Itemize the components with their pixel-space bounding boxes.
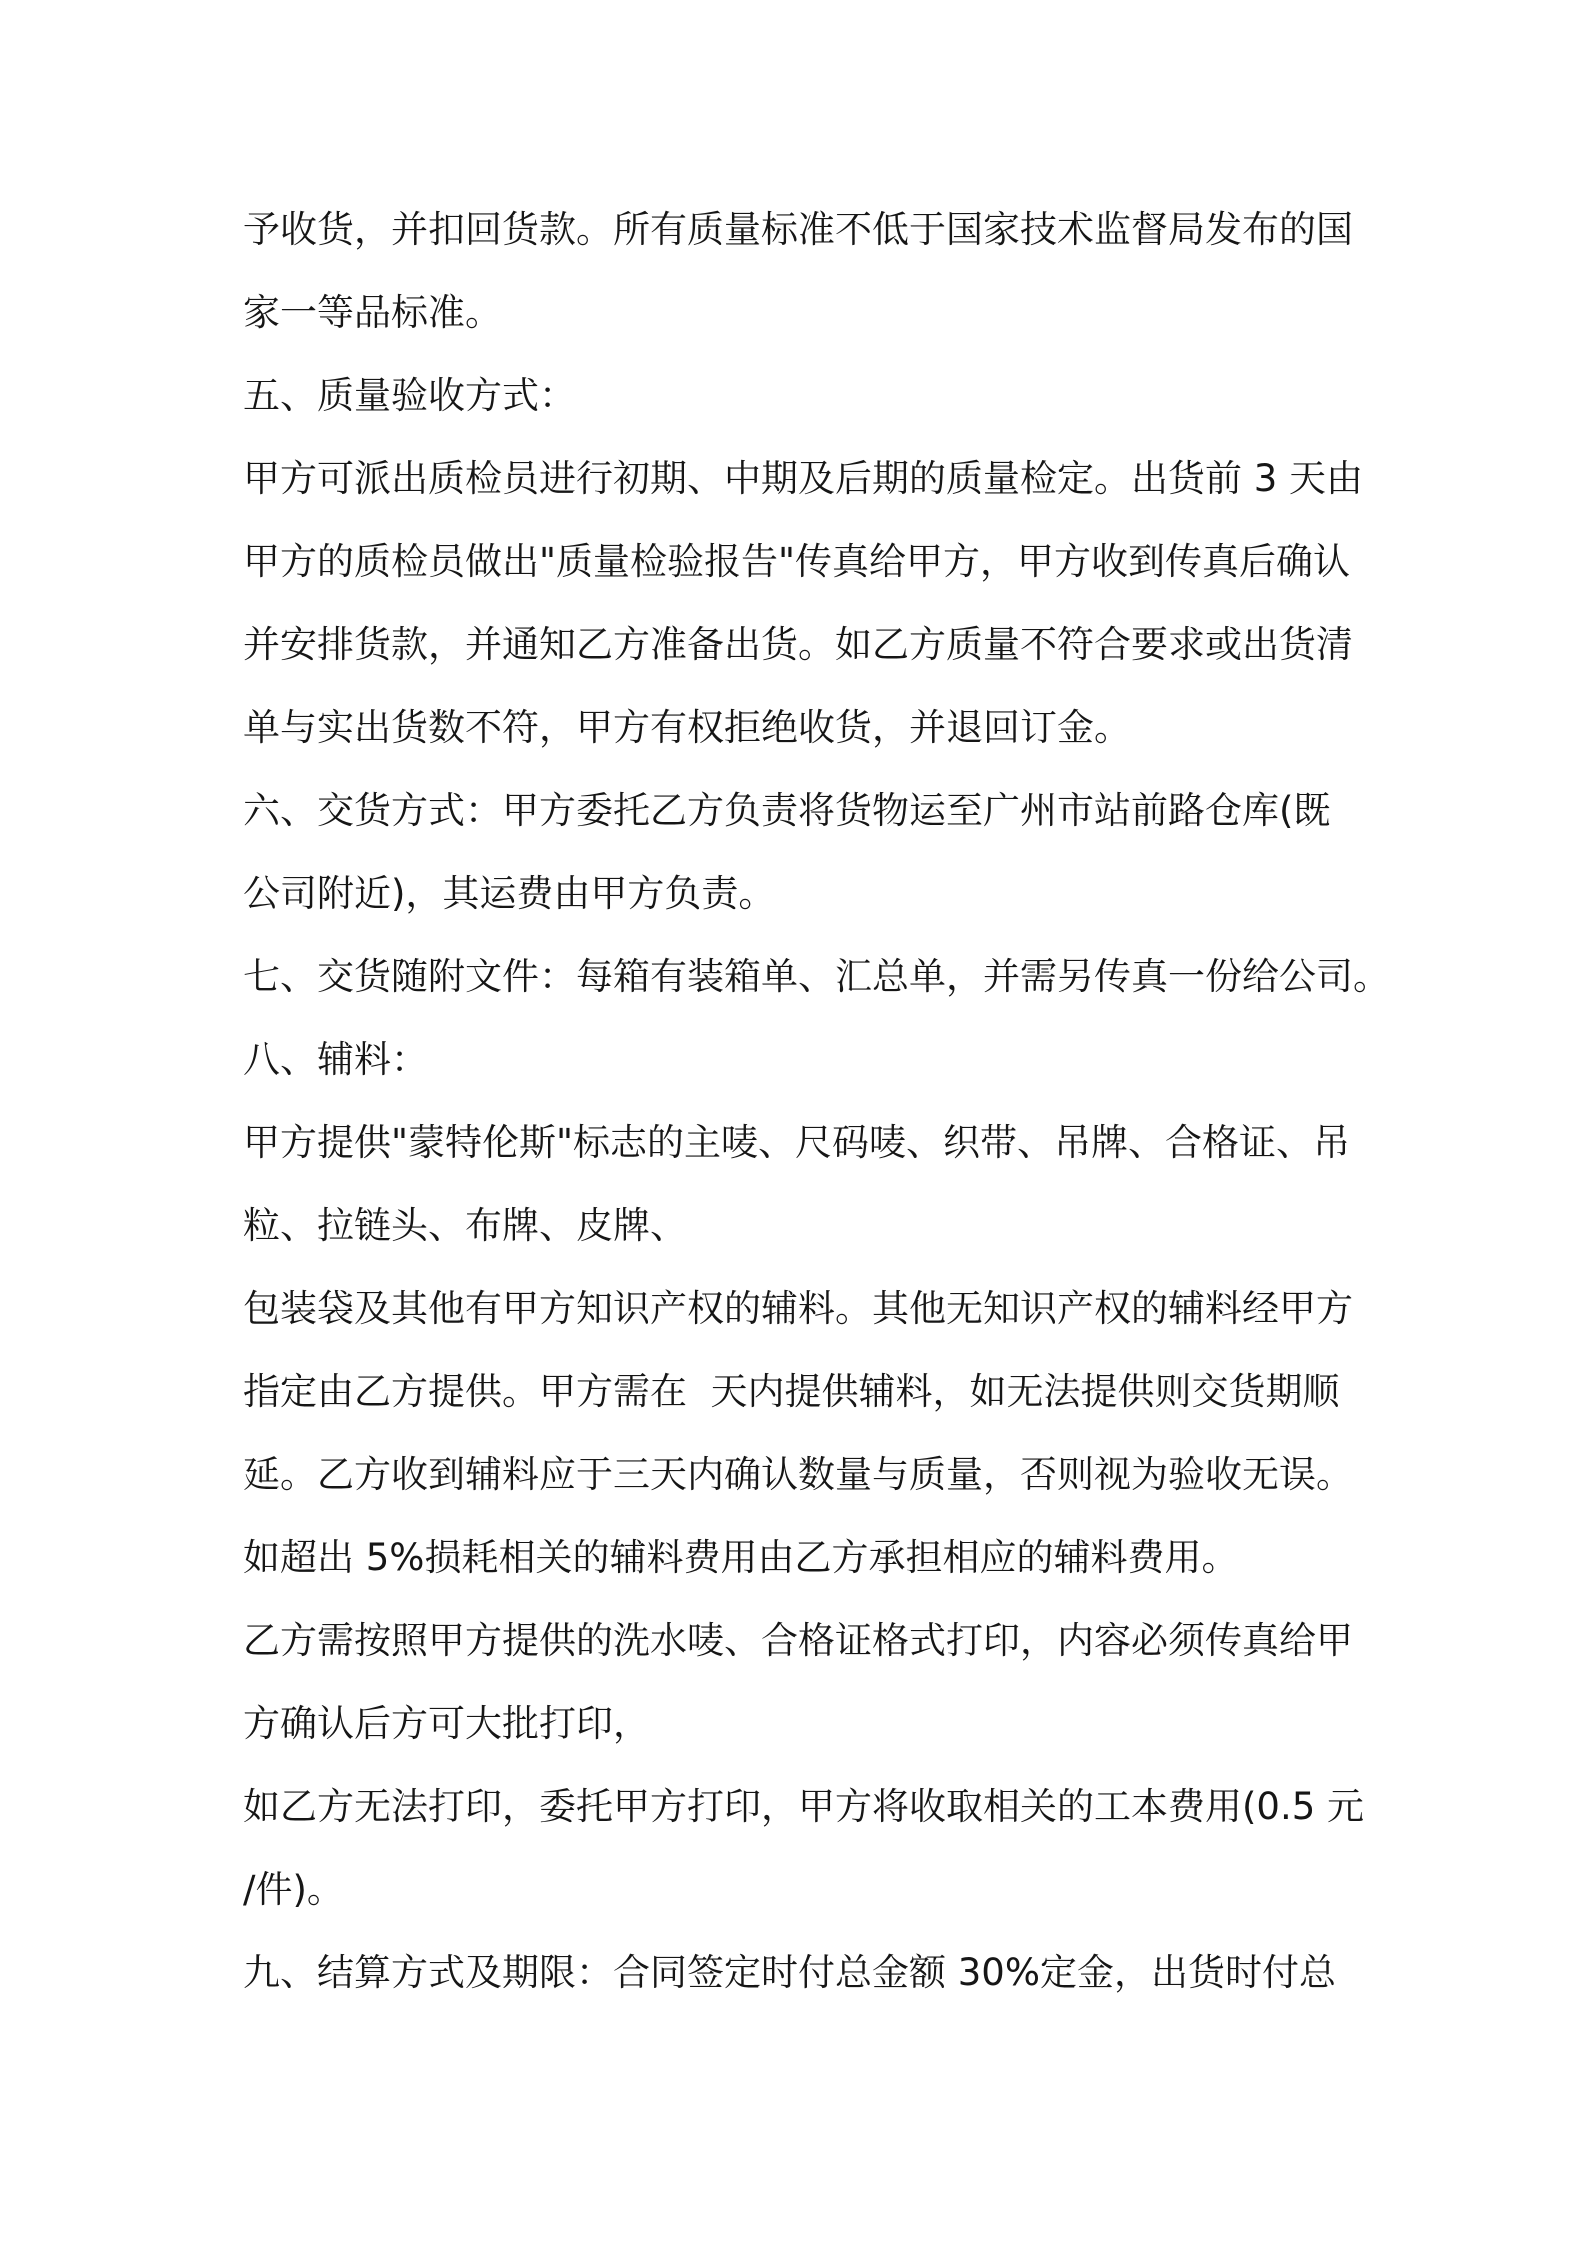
text-line: 甲方提供"蒙特伦斯"标志的主唛、尺码唛、织带、吊牌、合格证、吊 (243, 1121, 1351, 1164)
text-line: 单与实出货数不符，甲方有权拒绝收货，并退回订金。 (243, 706, 1131, 749)
text-line: 甲方的质检员做出"质量检验报告"传真给甲方，甲方收到传真后确认 (243, 540, 1351, 583)
section-heading-8: 八、辅料： (243, 1038, 428, 1081)
text-line: 乙方需按照甲方提供的洗水唛、合格证格式打印，内容必须传真给甲 (243, 1619, 1353, 1662)
text-line: 粒、拉链头、布牌、皮牌、 (243, 1204, 687, 1247)
text-line: 公司附近)，其运费由甲方负责。 (243, 872, 776, 915)
section-heading-9: 九、结算方式及期限：合同签定时付总金额 30%定金，出货时付总 (243, 1951, 1336, 1994)
text-line: 并安排货款，并通知乙方准备出货。如乙方质量不符合要求或出货清 (243, 623, 1353, 666)
text-line: 方确认后方可大批打印， (243, 1702, 650, 1745)
text-line: 家一等品标准。 (243, 291, 502, 334)
text-line: 如超出 5%损耗相关的辅料费用由乙方承担相应的辅料费用。 (243, 1536, 1239, 1579)
text-line: 延。乙方收到辅料应于三天内确认数量与质量，否则视为验收无误。 (243, 1453, 1353, 1496)
text-line: 如乙方无法打印，委托甲方打印，甲方将收取相关的工本费用(0.5 元 (243, 1785, 1365, 1828)
text-line: 指定由乙方提供。甲方需在 天内提供辅料，如无法提供则交货期顺 (243, 1370, 1340, 1413)
section-heading-5: 五、质量验收方式： (243, 374, 576, 417)
text-line: 甲方可派出质检员进行初期、中期及后期的质量检定。出货前 3 天由 (243, 457, 1364, 500)
section-heading-7: 七、交货随附文件：每箱有装箱单、汇总单，并需另传真一份给公司。 (243, 955, 1390, 998)
text-line: 包装袋及其他有甲方知识产权的辅料。其他无知识产权的辅料经甲方 (243, 1287, 1353, 1330)
section-heading-6: 六、交货方式：甲方委托乙方负责将货物运至广州市站前路仓库(既 (243, 789, 1331, 832)
text-line: 予收货，并扣回货款。所有质量标准不低于国家技术监督局发布的国 (243, 208, 1353, 251)
text-line: /件)。 (243, 1868, 344, 1911)
